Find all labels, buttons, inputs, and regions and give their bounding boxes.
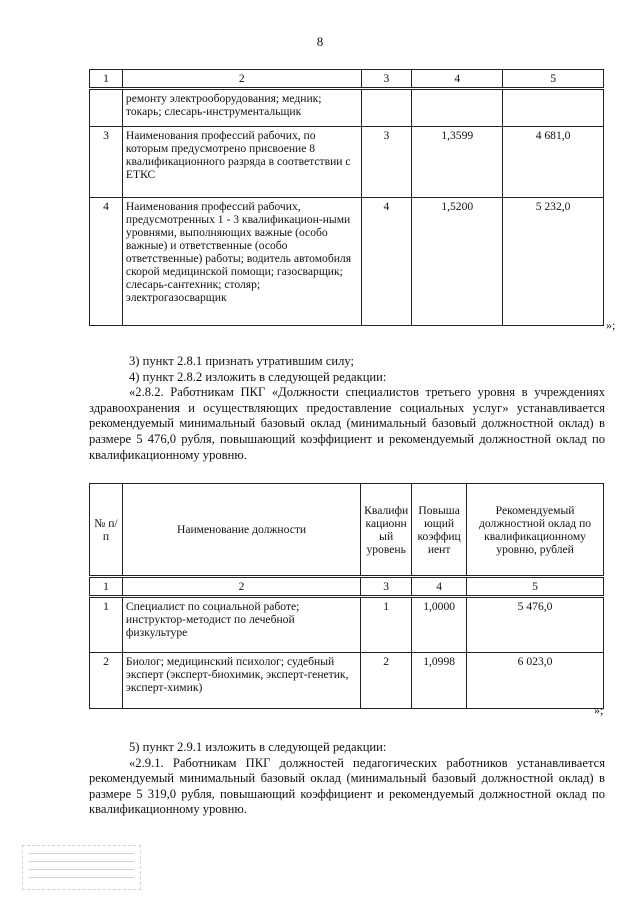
row-num: 1 bbox=[90, 597, 123, 653]
row-coef: 1,0998 bbox=[412, 653, 467, 709]
row-num: 2 bbox=[90, 653, 123, 709]
col-number: 5 bbox=[503, 70, 604, 89]
table-row bbox=[90, 597, 604, 653]
header-coef: Повыша ющий коэффиц иент bbox=[412, 484, 467, 577]
paragraph: «2.8.2. Работникам ПКГ «Должности специалистов третьего уровня в учреждениях здравоохранения и осуществляющих предоставление социальных услуг» устанавливается рекомендуемый минимальный базовый оклад (минимальный базовый должностной оклад) в размере 5 476,0 рубля, повышающий коэффициент и рекомендуемый должностной оклад по квалификационному уровню. bbox=[89, 385, 605, 462]
registration-stamp bbox=[22, 845, 141, 890]
table-closing-quote: »; bbox=[594, 703, 604, 717]
row-num: 3 bbox=[90, 127, 123, 198]
col-number: 2 bbox=[122, 70, 361, 89]
row-coef: 1,0000 bbox=[412, 597, 467, 653]
col-number: 1 bbox=[90, 70, 123, 89]
row-level: 3 bbox=[361, 127, 412, 198]
row-level: 2 bbox=[361, 653, 412, 709]
row-level: 4 bbox=[361, 198, 412, 326]
row-name: Биолог; медицинский психолог; судебный эксперт (эксперт-биохимик, эксперт-генетик, эксперт-химик) bbox=[122, 653, 360, 709]
header-num: № п/п bbox=[90, 484, 123, 577]
col-number: 1 bbox=[90, 577, 123, 597]
table-colnum-row bbox=[90, 577, 604, 597]
salary-table-specialists bbox=[89, 483, 604, 709]
table-row bbox=[90, 198, 604, 326]
row-salary: 5 476,0 bbox=[467, 597, 604, 653]
table-header-row bbox=[90, 484, 604, 577]
table-closing-quote: »; bbox=[606, 318, 616, 332]
table-row bbox=[90, 89, 604, 127]
paragraph-block-1 bbox=[89, 354, 605, 463]
col-number: 3 bbox=[361, 577, 412, 597]
col-number: 5 bbox=[467, 577, 604, 597]
row-salary: 4 681,0 bbox=[503, 127, 604, 198]
page-number: 8 bbox=[316, 34, 324, 49]
row-num: 4 bbox=[90, 198, 123, 326]
row-coef: 1,3599 bbox=[412, 127, 503, 198]
row-salary: 6 023,0 bbox=[467, 653, 604, 709]
paragraph: 5) пункт 2.9.1 изложить в следующей редакции: bbox=[129, 740, 387, 754]
table-row bbox=[90, 127, 604, 198]
col-number: 2 bbox=[122, 577, 360, 597]
row-name: Наименования профессий рабочих, предусмотренных 1 - 3 квалификацион-ными уровнями, выполняющих важные (особо важные) и ответственные (особо ответственные) работы; водитель автомобиля скорой медицинской помощи; газосварщик; слесарь-сантехник; столяр; электрогазосварщик bbox=[122, 198, 361, 326]
row-name: ремонту электрооборудования; медник; токарь; слесарь-инструментальщик bbox=[122, 89, 361, 127]
row-level: 1 bbox=[361, 597, 412, 653]
header-name: Наименование должности bbox=[122, 484, 360, 577]
table-row bbox=[90, 653, 604, 709]
col-number: 4 bbox=[412, 577, 467, 597]
row-name: Специалист по социальной работе; инструктор-методист по лечебной физкультуре bbox=[122, 597, 360, 653]
paragraph: «2.9.1. Работникам ПКГ должностей педагогических работников устанавливается рекомендуемый минимальный базовый оклад (минимальный базовый должностной оклад) в размере 5 319,0 рубля, повышающий коэффициент и рекомендуемый должностной оклад по квалификационному уровню. bbox=[89, 755, 605, 817]
header-salary: Рекомендуемый должностной оклад по квалификационному уровню, рублей bbox=[467, 484, 604, 577]
row-coef: 1,5200 bbox=[412, 198, 503, 326]
row-salary: 5 232,0 bbox=[503, 198, 604, 326]
col-number: 4 bbox=[412, 70, 503, 89]
col-number: 3 bbox=[361, 70, 412, 89]
paragraph: 4) пункт 2.8.2 изложить в следующей редакции: bbox=[129, 369, 387, 384]
paragraph: 3) пункт 2.8.1 признать утратившим силу; bbox=[129, 354, 355, 368]
paragraph-block-2 bbox=[89, 740, 605, 818]
table-header-row bbox=[90, 70, 604, 89]
salary-table-workers bbox=[89, 69, 604, 326]
row-name: Наименования профессий рабочих, по которым предусмотрено присвоение 8 квалификационного разряда в соответствии с ЕТКС bbox=[122, 127, 361, 198]
header-level: Квалифи кационн ый уровень bbox=[361, 484, 412, 577]
